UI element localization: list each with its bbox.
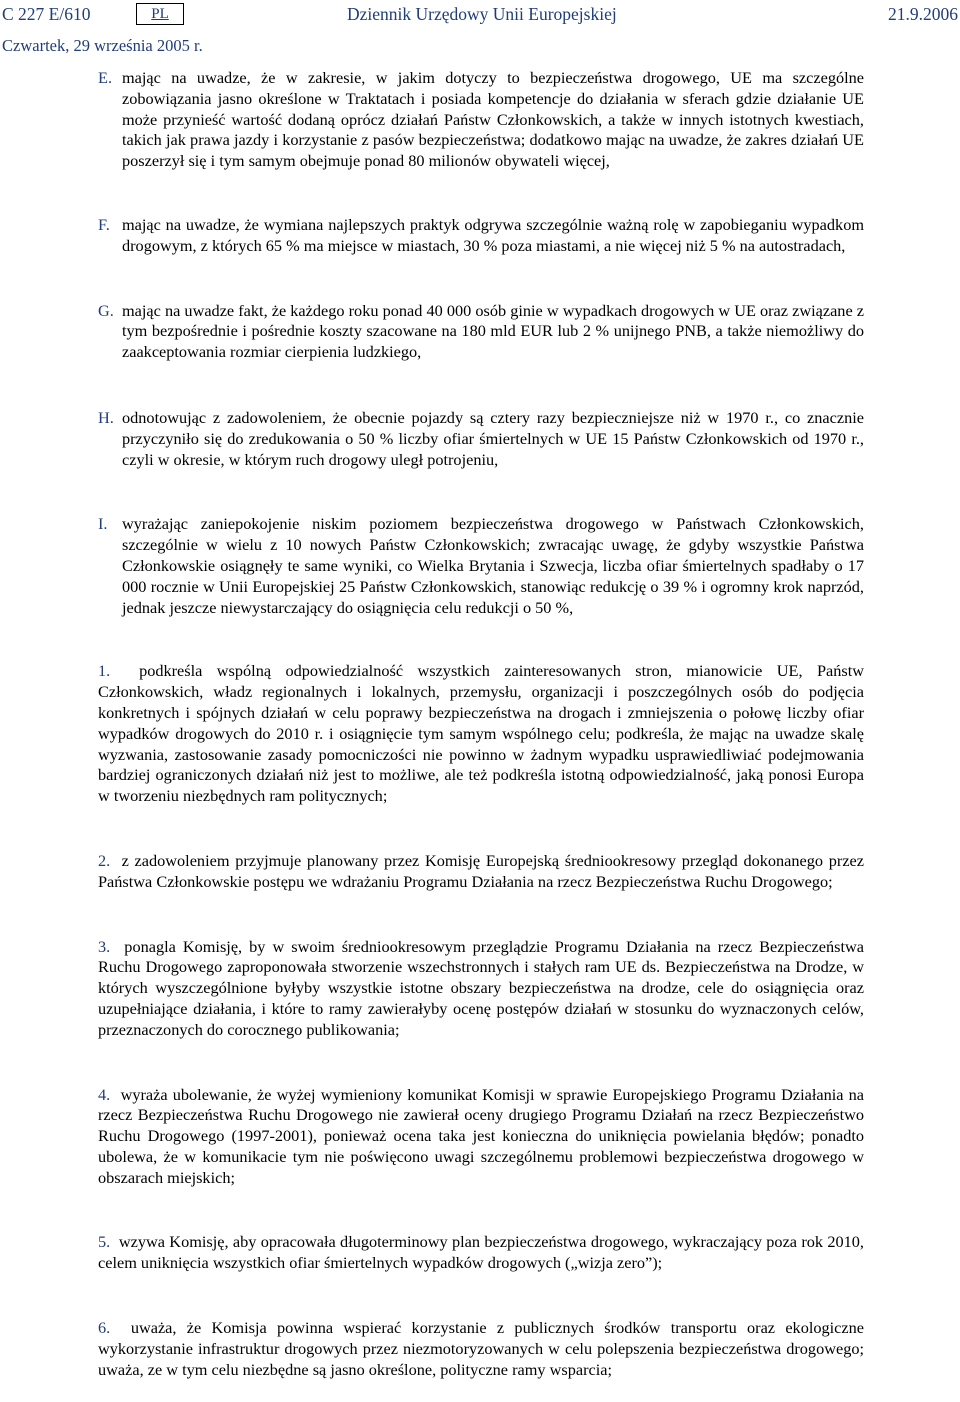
point-3 xyxy=(98,937,864,1041)
point-2 xyxy=(98,851,864,893)
recital-f xyxy=(98,215,864,257)
recital-letter: H. xyxy=(98,407,114,427)
point-number: 5. xyxy=(98,1232,111,1252)
point-number: 6. xyxy=(98,1318,111,1338)
recital-text: mając na uwadze, że w zakresie, w jakim dotyczy to bezpieczeństwa drogowego, UE ma szczególne zobowiązania jasno określone w Traktatach i posiada kompetencje do działania w sferach gdzie działanie UE może przynieść wartość dodaną oprócz działań Państw Członkowskich, a także w innych istotnych kwestiach, takich jak prawa jazdy i korzystanie z pasów bezpieczeństwa; dodatkowo mając na uwadze, że zakres działań UE poszerzył się i tym samym obejmuje ponad 80 milionów obywateli więcej, xyxy=(122,68,864,171)
point-5 xyxy=(98,1232,864,1274)
recital-text: wyrażając zaniepokojenie niskim poziomem bezpieczeństwa drogowego w Państwach Członkowskich, szczególnie w wielu z 10 nowych Państw Członkowskich; zwracając uwagę, że gdyby wszystkie Państwa Członkowskie osiągnęły te same wyniki, co Wielka Brytania i Szwecja, liczba ofiar śmiertelnych spadłaby o 17 000 rocznie w Unii Europejskiej 25 Państw Członkowskich, stanowiąc redukcję o 39 % i ogromny krok naprzód, jednak jeszcze niewystarczający do osiągnięcia celu redukcji o 50 %, xyxy=(122,514,864,617)
language-badge: PL xyxy=(136,3,184,25)
point-text: wzywa Komisję, aby opracowała długoterminowy plan bezpieczeństwa drogowego, wykraczający poza rok 2010, celem uniknięcia wszystkich ofiar śmiertelnych wypadków drogowych („wizja zero”); xyxy=(98,1232,865,1273)
point-text: wyraża ubolewanie, że wyżej wymieniony komunikat Komisji w sprawie Europejskiego Programu Działania na rzecz Bezpieczeństwa Ruchu Drogowego nie zawierał oceny drugiego Programu Działań na rzecz Bezpieczeństwo Ruchu Drogowego (1997-2001), ponieważ ocena taka jest konieczna do uniknięcia powielania błędów; ponadto ubolewa, że w komunikacie tym nie poświęcono uwagi szczególnemu problemowi bezpieczeństwa drogowego w obszarach miejskich; xyxy=(98,1084,865,1187)
point-text: z zadowoleniem przyjmuje planowany przez Komisję Europejską średniookresowy przegląd dokonanego przez Państwa Członkowskie postępu we wdrażaniu Programu Działania na rzecz Bezpieczeństwa Ruchu Drogowego; xyxy=(98,850,864,891)
point-6 xyxy=(98,1318,864,1380)
point-number: 1. xyxy=(98,661,111,681)
recital-text: mając na uwadze, że wymiana najlepszych praktyk odgrywa szczególnie ważną rolę w zapobieganiu wypadkom drogowym, z których 65 % ma miejsce w miastach, 30 % poza miastami, a nie więcej niż 5 % na autostradach, xyxy=(122,214,864,255)
recital-text: mając na uwadze fakt, że każdego roku ponad 40 000 osób ginie w wypadkach drogowych w UE oraz związane z tym bezpośrednie i pośrednie koszty szacowane na 180 mld EUR lub 2 % unijnego PNB, a także niemożliwy do zaakceptowania rozmiar cierpienia ludzkiego, xyxy=(122,300,864,362)
page-header xyxy=(2,2,958,26)
point-1 xyxy=(98,661,864,807)
recital-letter: G. xyxy=(98,300,114,320)
recital-e xyxy=(98,68,864,172)
point-number: 3. xyxy=(98,936,111,956)
point-text: uważa, że Komisja powinna wspierać korzystanie z publicznych środków transportu oraz ekologiczne wykorzystanie infrastruktur drogowych przez niezmotoryzowanych w celu polepszenia bezpieczeństwa drogowego; uważa, ze w tym celu niezbędne są jasno określone, polityczne ramy wsparcia; xyxy=(98,1318,864,1379)
point-text: ponagla Komisję, by w swoim średniookresowym przeglądzie Programu Działania na rzecz Bezpieczeństwa Ruchu Drogowego zaproponowała stworzenie wszechstronnych i stałych ram UE ds. Bezpieczeństwa na Drodze, w których wyszczególnione byłyby wszystkie istotne obszary bezpieczeństwa na drodze, cele do osiągnięcia oraz uzupełniające działania, i które to ramy zawierałyby ocenę postępów działań w stosunku do wyznaczonych celów, przeznaczonych do corocznego publikowania; xyxy=(98,936,864,1039)
recital-letter: F. xyxy=(98,214,110,234)
recital-i xyxy=(98,514,864,618)
sitting-date: Czwartek, 29 września 2005 r. xyxy=(2,36,203,55)
recital-h xyxy=(98,408,864,470)
publication-date: 21.9.2006 xyxy=(888,4,958,24)
document-body xyxy=(98,68,864,1380)
point-number: 4. xyxy=(98,1084,111,1104)
point-4 xyxy=(98,1085,864,1189)
recital-text: odnotowując z zadowoleniem, że obecnie pojazdy są cztery razy bezpieczniejsze niż w 1970 r., co znacznie przyczyniło się do zredukowania o 50 % liczby ofiar śmiertelnych w UE 15 Państw Członkowskich od 1970 r., czyli w okresie, w którym ruch drogowy uległ potrojeniu, xyxy=(122,407,864,469)
journal-title: Dziennik Urzędowy Unii Europejskiej xyxy=(347,4,617,24)
recital-letter: I. xyxy=(98,514,108,534)
recital-letter: E. xyxy=(98,68,113,87)
journal-series: C 227 E/610 xyxy=(2,4,91,24)
point-text: podkreśla wspólną odpowiedzialność wszystkich zainteresowanych stron, mianowicie UE, Państw Członkowskich, władz regionalnych i lokalnych, przemysłu, organizacji i poszczególnych osób do podjęcia konkretnych i spójnych działań w celu poprawy bezpieczeństwa na drogach i zmniejszenia o połowę liczby ofiar wypadków drogowych do 2010 r. i osiągnięcie tym samym wspólnego celu; podkreśla, że mając na uwadze skalę wyzwania, zastosowanie zasady pomocniczości nie powinno w żadnym wypadku usprawiedliwiać podejmowania bardziej ograniczonych działań niż jest to możliwe, ale też podkreśla istotną odpowiedzialność, jaką ponosi Europa w tworzeniu niezbędnych ram politycznych; xyxy=(98,661,864,806)
recital-g xyxy=(98,301,864,363)
point-number: 2. xyxy=(98,850,111,870)
